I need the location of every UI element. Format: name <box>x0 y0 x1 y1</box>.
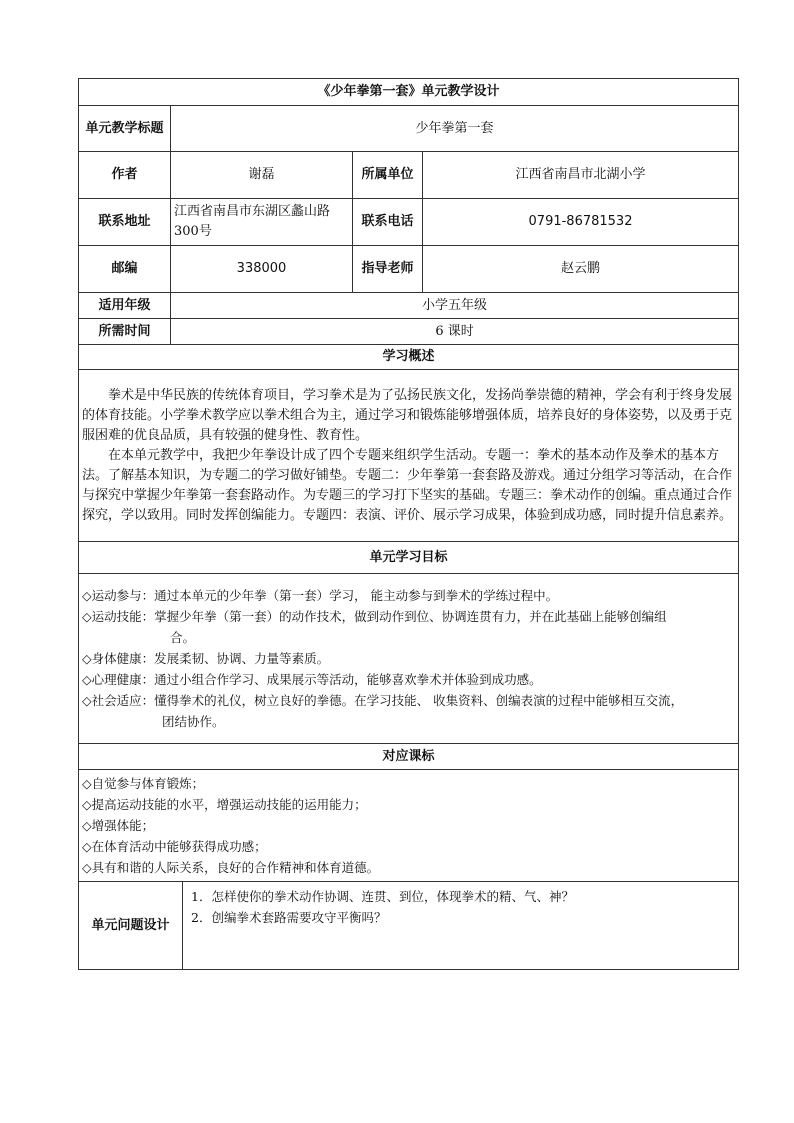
author-value: 谢磊 <box>171 152 353 199</box>
standards-heading: 对应课标 <box>79 744 739 770</box>
goals-heading: 单元学习目标 <box>79 542 739 574</box>
goal-item-continuation: 团结协作。 <box>162 714 225 729</box>
mentor-label: 指导老师 <box>353 246 423 293</box>
goal-item-text: ◇运动技能：掌握少年拳（第一套）的动作技术，做到动作到位、协调连贯有力，并在此基础上能够创编组 <box>82 609 667 624</box>
goal-item <box>82 606 735 648</box>
unit-title-label: 单元教学标题 <box>79 106 171 152</box>
standard-item: ◇在体育活动中能够获得成功感； <box>82 839 267 854</box>
grade-value: 小学五年级 <box>171 293 739 319</box>
lesson-design-table <box>78 78 739 970</box>
author-label: 作者 <box>79 152 171 199</box>
goal-item: ◇心理健康：通过小组合作学习、成果展示等活动，能够喜欢拳术并体验到成功感。 <box>82 672 542 687</box>
time-value: 6 课时 <box>171 319 739 345</box>
unit-value: 江西省南昌市北湖小学 <box>423 152 739 199</box>
goal-item-text: ◇社会适应：懂得拳术的礼仪，树立良好的拳德。在学习技能、 收集资料、创编表演的过程中能够相互交流， <box>82 693 684 708</box>
overview-heading: 学习概述 <box>79 345 739 370</box>
question-item: 2．创编拳术套路需要攻守平衡吗？ <box>191 910 387 925</box>
unit-label: 所属单位 <box>353 152 423 199</box>
goal-item <box>82 690 735 732</box>
questions-body <box>183 882 739 970</box>
standard-item: ◇自觉参与体育锻炼； <box>82 776 205 791</box>
mentor-value: 赵云鹏 <box>423 246 739 293</box>
phone-label: 联系电话 <box>353 199 423 246</box>
phone-value: 0791-86781532 <box>423 199 739 246</box>
grade-label: 适用年级 <box>79 293 171 319</box>
zip-label: 邮编 <box>79 246 171 293</box>
standards-body <box>79 770 739 882</box>
document-title: 《少年拳第一套》单元教学设计 <box>79 79 739 106</box>
overview-paragraph-2: 在本单元教学中，我把少年拳设计成了四个专题来组织学生活动。专题一：拳术的基本动作及拳术的基本方法。了解基本知识，为专题二的学习做好铺垫。专题二：少年拳第一套套路及游戏。通过分组学习等活动，在合作与探究中掌握少年拳第一套套路动作。为专题三的学习打下坚实的基础。专题三：拳术动作的创编。重点通过合作探究，学以致用。同时发挥创编能力。专题四：表演、评价、展示学习成果，体验到成功感，同时提升信息素养。 <box>82 447 733 523</box>
goal-item-continuation: 合。 <box>170 630 196 645</box>
goal-item: ◇运动参与：通过本单元的少年拳（第一套）学习， 能主动参与到拳术的学练过程中。 <box>82 588 559 603</box>
unit-title-value: 少年拳第一套 <box>171 106 739 152</box>
time-label: 所需时间 <box>79 319 171 345</box>
address-label: 联系地址 <box>79 199 171 246</box>
overview-paragraph-1: 拳术是中华民族的传统体育项目，学习拳术是为了弘扬民族文化，发扬尚拳崇德的精神，学会有利于终身发展的体育技能。小学拳术教学应以拳术组合为主，通过学习和锻炼能够增强体质，培养良好的身体姿势，以及勇于克服困难的优良品质，具有较强的健身性、教育性。 <box>82 387 733 443</box>
standard-item: ◇具有和谐的人际关系，良好的合作精神和体育道德。 <box>82 860 380 875</box>
standard-item: ◇增强体能； <box>82 818 155 833</box>
address-value: 江西省南昌市东湖区蠡山路300号 <box>171 199 353 246</box>
overview-body <box>79 370 739 542</box>
standard-item: ◇提高运动技能的水平，增强运动技能的运用能力； <box>82 797 367 812</box>
zip-value: 338000 <box>171 246 353 293</box>
questions-label: 单元问题设计 <box>79 882 183 970</box>
goal-item: ◇身体健康：发展柔韧、协调、力量等素质。 <box>82 651 330 666</box>
question-item: 1．怎样使你的拳术动作协调、连贯、到位，体现拳术的精、气、神？ <box>191 889 574 904</box>
goals-body <box>79 574 739 744</box>
